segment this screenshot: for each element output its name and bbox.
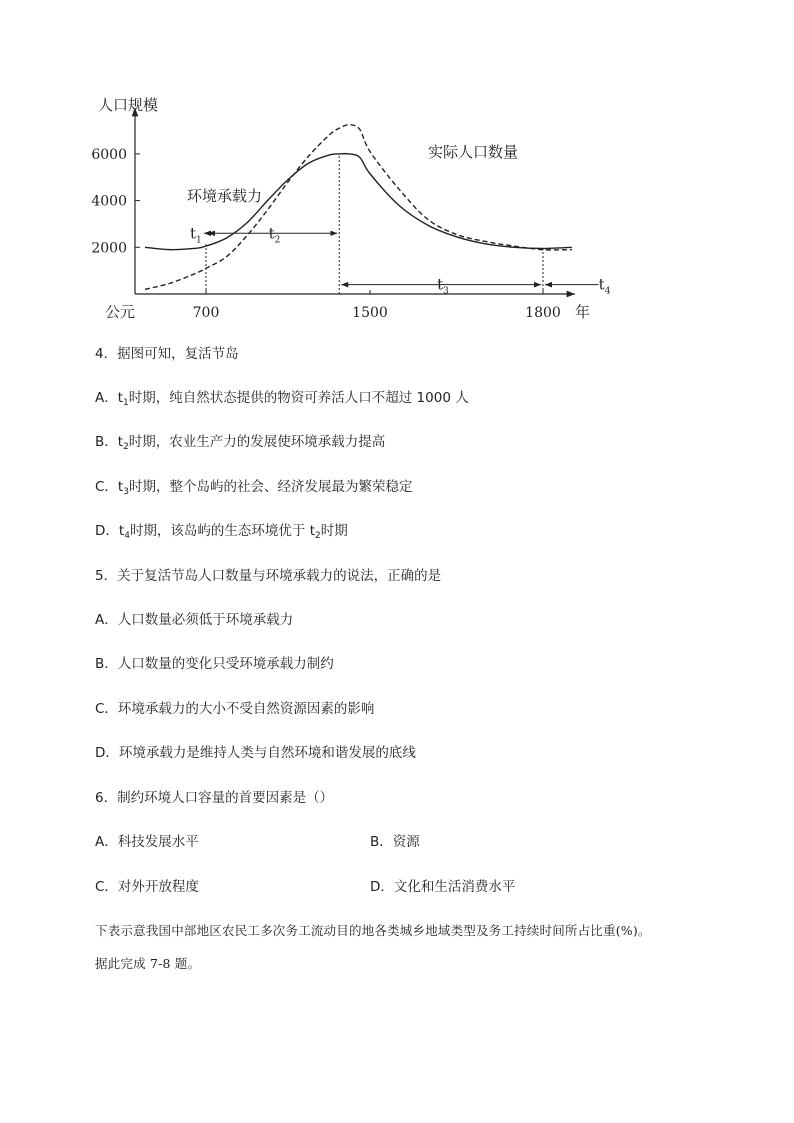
intro-line-1: 下表示意我国中部地区农民工多次务工流动目的地各类城乡地域类型及务工持续时间所占比重(%)。: [95, 923, 651, 938]
question-4-option-a: A．$t_1$时期，纯自然状态提供的物资可养活人口不超过 1000 人: [95, 390, 469, 408]
question-4-option-b: B．$t_2$时期，农业生产力的发展使环境承载力提高: [95, 434, 386, 452]
question-4-stem: 4．据图可知，复活节岛: [95, 346, 239, 362]
population-chart: [80, 88, 620, 328]
question-5-option-d: D．环境承载力是维持人类与自然环境和谐发展的底线: [95, 745, 416, 761]
x-tick-label: 700: [192, 305, 220, 321]
question-6-option-d: D．文化和生活消费水平: [370, 879, 516, 895]
y-axis-label: 人口规模: [98, 96, 159, 114]
period-label-t3: $t_3$: [437, 275, 449, 297]
x-axis-start-label: 公元: [105, 303, 136, 321]
question-5-option-a: A．人口数量必须低于环境承载力: [95, 612, 294, 628]
series-label-actual-population: 实际人口数量: [428, 143, 519, 161]
intro-line-2: 据此完成 7-8 题。: [95, 956, 201, 971]
question-4-option-c: C．$t_3$时期，整个岛屿的社会、经济发展最为繁荣稳定: [95, 479, 413, 497]
period-label-t4: $t_4$: [598, 275, 611, 297]
y-tick-label: 2000: [91, 240, 127, 257]
question-6-option-a: A．科技发展水平: [95, 834, 199, 850]
y-tick-label: 6000: [91, 146, 127, 163]
question-5-option-c: C．环境承载力的大小不受自然资源因素的影响: [95, 701, 375, 717]
question-6-stem: 6．制约环境人口容量的首要因素是（）: [95, 790, 334, 806]
question-4-option-d: D．$t_4$时期，该岛屿的生态环境优于 $t_2$时期: [95, 523, 348, 541]
question-6-option-b: B．资源: [370, 834, 420, 850]
period-label-t2: $t_2$: [268, 224, 281, 246]
question-5-option-b: B．人口数量的变化只受环境承载力制约: [95, 656, 334, 672]
population-chart-svg: [80, 88, 620, 328]
series-label-carrying-capacity: 环境承载力: [187, 187, 263, 205]
period-label-t1: $t_1$: [190, 224, 202, 246]
x-tick-label: 1800: [525, 305, 561, 321]
question-5-stem: 5．关于复活节岛人口数量与环境承载力的说法，正确的是: [95, 568, 442, 584]
y-tick-label: 4000: [91, 193, 127, 210]
question-6-option-c: C．对外开放程度: [95, 879, 199, 895]
x-axis-label: 年: [575, 303, 591, 321]
x-tick-label: 1500: [352, 305, 388, 321]
